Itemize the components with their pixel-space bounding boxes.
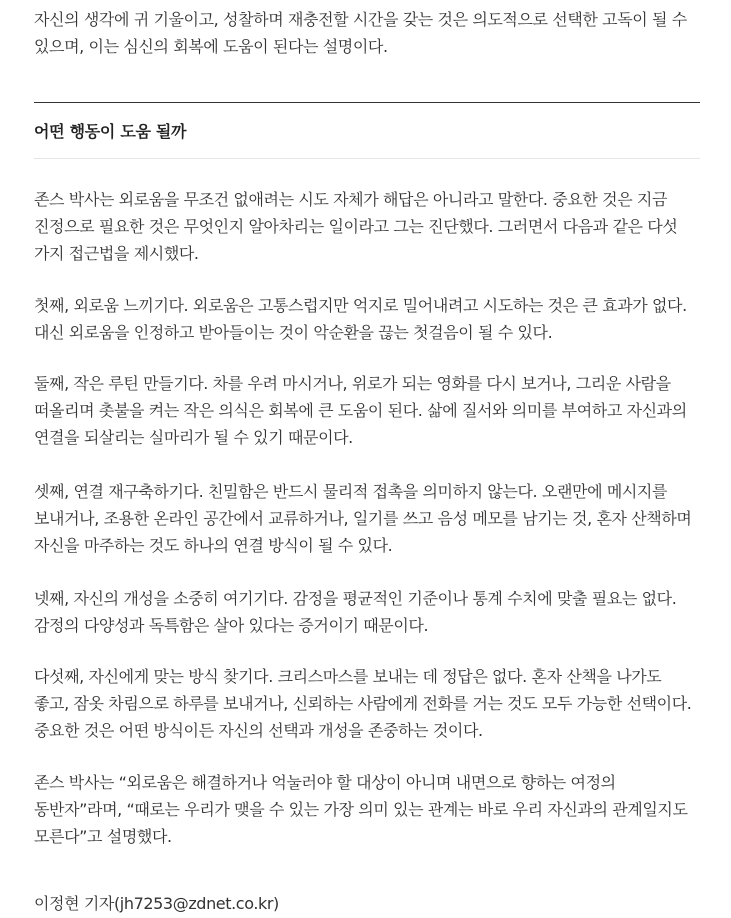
paragraph-closing-quote: 존스 박사는 “외로움은 해결하거나 억눌러야 할 대상이 아니며 내면으로 향하는 여정의 동반자”라며, “때로는 우리가 맺을 수 있는 가장 의미 있는 관계는 바로 우리 자신과의 관계일지도 모른다”고 설명했다.	[34, 773, 688, 846]
intro-paragraph: 자신의 생각에 귀 기울이고, 성찰하며 재충전할 시간을 갖는 것은 의도적으로 선택한 고독이 될 수 있으며, 이는 심신의 회복에 도움이 된다는 설명이다.	[34, 10, 687, 56]
paragraph-first-step: 첫째, 외로움 느끼기다. 외로움은 고통스럽지만 억지로 밀어내려고 시도하는 것은 큰 효과가 없다. 대신 외로움을 인정하고 받아들이는 것이 악순환을 끊는 첫걸음이 될 수 있다.	[34, 296, 687, 342]
subheading-underline	[34, 158, 700, 159]
paragraph-second-step: 둘째, 작은 루틴 만들기다. 차를 우려 마시거나, 위로가 되는 영화를 다시 보거나, 그리운 사람을 떠올리며 촛불을 켜는 작은 의식은 회복에 큰 도움이 된다. 삶에 질서와 의미를 부여하고 자신과의 연결을 되살리는 실마리가 될 수 있기 때문이다.	[34, 374, 687, 447]
paragraph-third-step: 셋째, 연결 재구축하기다. 친밀함은 반드시 물리적 접촉을 의미하지 않는다. 오랜만에 메시지를 보내거나, 조용한 온라인 공간에서 교류하거나, 일기를 쓰고 음성 메모를 남기는 것, 혼자 산책하며 자신을 마주하는 것도 하나의 연결 방식이 될 수 있다.	[34, 482, 692, 555]
reporter-byline: 이정현 기자(jh7253@zdnet.co.kr)	[34, 894, 279, 913]
paragraph-fifth-step: 다섯째, 자신에게 맞는 방식 찾기다. 크리스마스를 보내는 데 정답은 없다. 혼자 산책을 나가도 좋고, 잠옷 차림으로 하루를 보내거나, 신뢰하는 사람에게 전화를 거는 것도 모두 가능한 선택이다. 중요한 것은 어떤 방식이든 자신의 선택과 개성을 존중하는 것이다.	[34, 667, 692, 740]
paragraph-fourth-step: 넷째, 자신의 개성을 소중히 여기기다. 감정을 평균적인 기준이나 통계 수치에 맞출 필요는 없다. 감정의 다양성과 독특함은 살아 있다는 증거이기 때문이다.	[34, 589, 677, 635]
section-subheading: 어떤 행동이 도움 될까	[34, 122, 187, 141]
paragraph-advice-intro: 존스 박사는 외로움을 무조건 없애려는 시도 자체가 해답은 아니라고 말한다. 중요한 것은 지금 진정으로 필요한 것은 무엇인지 알아차리는 일이라고 그는 진단했다. 그러면서 다음과 같은 다섯 가지 접근법을 제시했다.	[34, 190, 678, 263]
section-divider	[34, 102, 700, 103]
